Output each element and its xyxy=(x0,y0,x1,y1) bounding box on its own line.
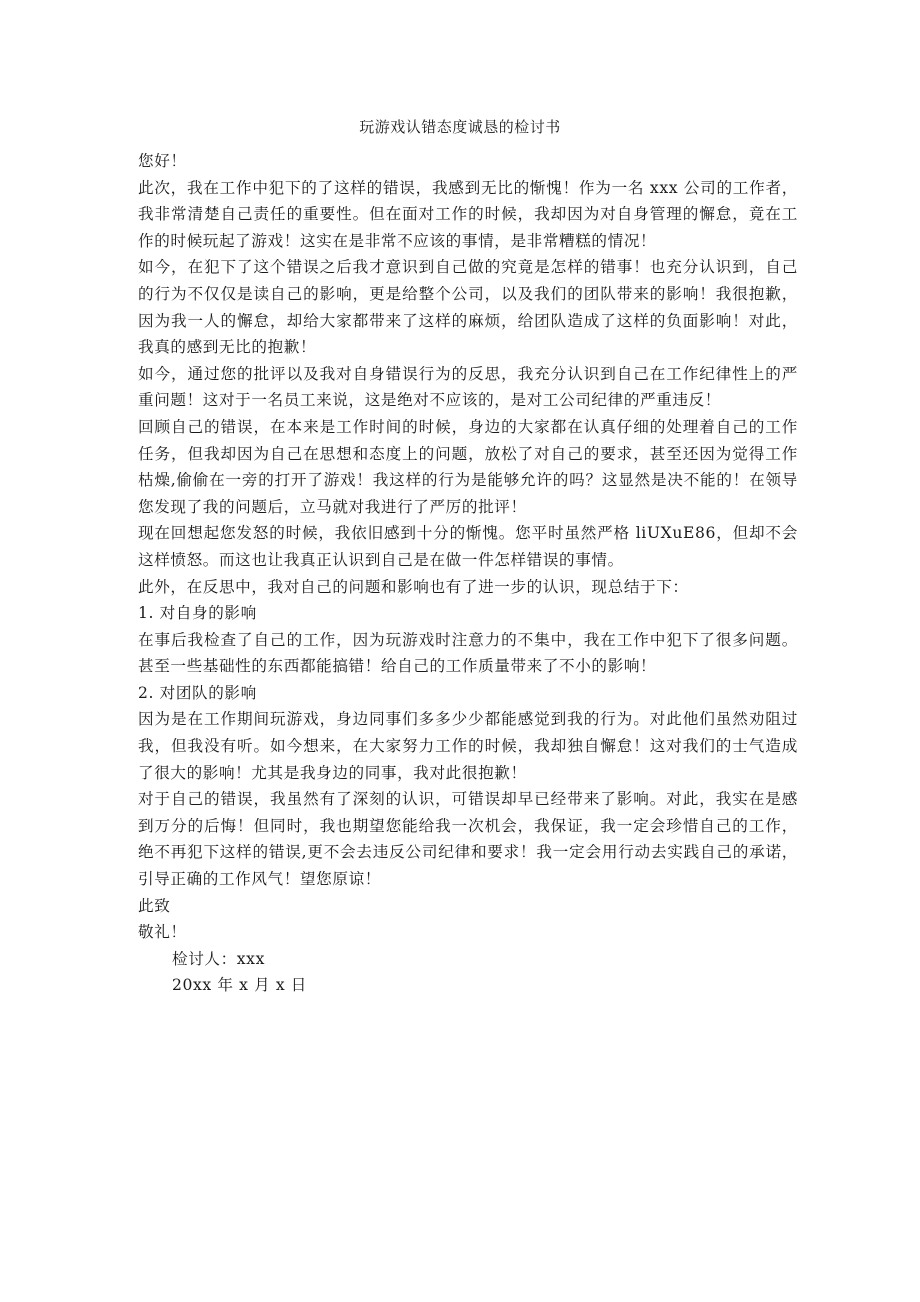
section-text-2: 因为是在工作期间玩游戏，身边同事们多多少少都能感觉到我的行为。对此他们虽然劝阻过我，但我没有听。如今想来，在大家努力工作的时候，我却独自懈怠！这对我们的士气造成了很大的影响！尤其是我身边的同事，我对此很抱歉！ xyxy=(138,710,798,782)
paragraph-5: 现在回想起您发怒的时候，我依旧感到十分的惭愧。您平时虽然严格 liUXuE86，但却不会这样愤怒。而这也让我真正认识到自己是在做一件怎样错误的事情。 xyxy=(138,524,798,569)
paragraph-6: 此外，在反思中，我对自己的问题和影响也有了进一步的认识，现总结于下： xyxy=(138,577,689,596)
salutation-line-2: 敬礼！ xyxy=(138,923,187,942)
closing-paragraph: 对于自己的错误，我虽然有了深刻的认识，可错误却早已经带来了影响。对此，我实在是感到万分的后悔！但同时，我也期望您能给我一次机会，我保证，我一定会珍惜自己的工作，绝不再犯下这样的错误,更不会去违反公司纪律和要求！我一定会用行动去实践自己的承诺，引导正确的工作风气！望您原谅！ xyxy=(138,790,798,889)
date: 20xx 年 x 月 x 日 xyxy=(172,976,307,995)
greeting: 您好！ xyxy=(138,152,187,170)
section-heading-1: 1. 对自身的影响 xyxy=(138,604,257,623)
signature: 检讨人：xxx xyxy=(172,949,265,968)
section-heading-2: 2. 对团队的影响 xyxy=(138,683,257,702)
salutation-line-1: 此致 xyxy=(138,896,171,915)
section-text-1: 在事后我检查了自己的工作，因为玩游戏时注意力的不集中，我在工作中犯下了很多问题。甚至一些基础性的东西都能搞错！给自己的工作质量带来了不小的影响！ xyxy=(138,630,798,676)
paragraph-1: 此次，我在工作中犯下的了这样的错误，我感到无比的惭愧！作为一名 xxx 公司的工作者，我非常清楚自己责任的重要性。但在面对工作的时候，我却因为对自身管理的懈怠，竟在工作的时候玩起了游戏！这实在是非常不应该的事情，是非常糟糕的情况！ xyxy=(138,178,798,250)
paragraph-2: 如今，在犯下了这个错误之后我才意识到自己做的究竟是怎样的错事！也充分认识到，自己的行为不仅仅是读自己的影响，更是给整个公司，以及我们的团队带来的影响！我很抱歉，因为我一人的懈怠，却给大家都带来了这样的麻烦，给团队造成了这样的负面影响！对此，我真的感到无比的抱歉！ xyxy=(138,258,798,357)
paragraph-3: 如今，通过您的批评以及我对自身错误行为的反思，我充分认识到自己在工作纪律性上的严重问题！这对于一名员工来说，这是绝对不应该的，是对工公司纪律的严重违反！ xyxy=(138,364,798,410)
document-body xyxy=(138,148,798,999)
paragraph-4: 回顾自己的错误，在本来是工作时间的时候，身边的大家都在认真仔细的处理着自己的工作任务，但我却因为自己在思想和态度上的问题，放松了对自己的要求，甚至还因为觉得工作枯燥,偷偷在一旁的打开了游戏！我这样的行为是能够允许的吗？这显然是决不能的！在领导您发现了我的问题后，立马就对我进行了严厉的批评！ xyxy=(138,417,798,516)
document-title: 玩游戏认错态度诚恳的检讨书 xyxy=(359,118,561,136)
